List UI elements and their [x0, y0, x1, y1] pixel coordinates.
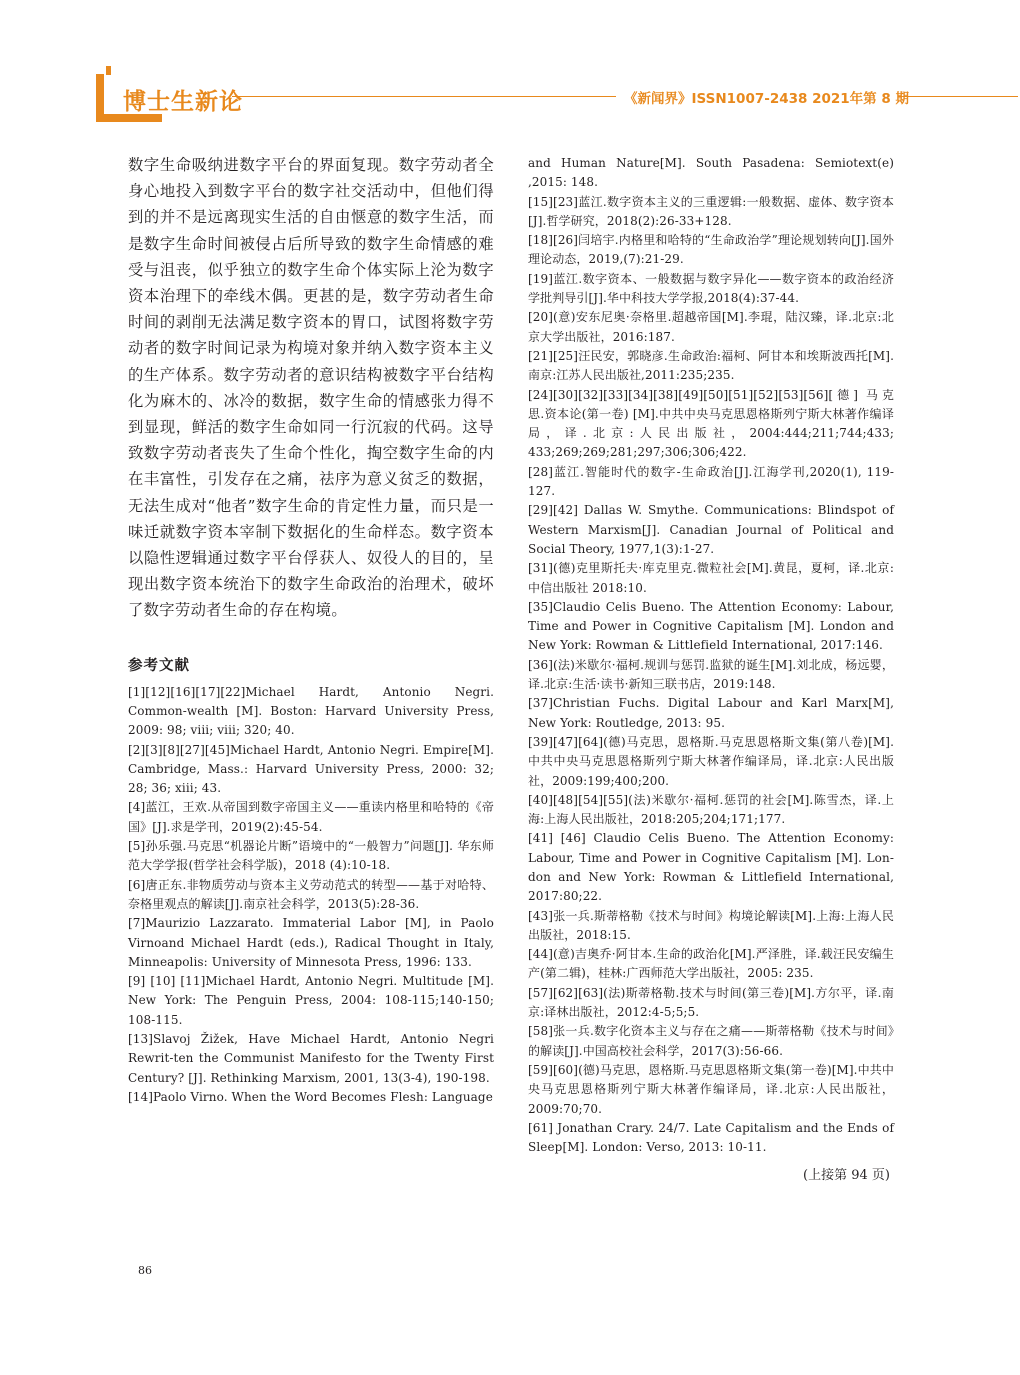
- reference-item: [18][26]闫培宇.内格里和哈特的“生命政治学”理论规划转向[J].国外理论动态，2019,(7):21-29.: [528, 233, 894, 267]
- reference-item: [21][25]汪民安，郭晓彦.生命政治:福柯、阿甘本和埃斯波西托[M].南京:江苏人民出版社,2011:235;235.: [528, 348, 894, 383]
- reference-item: [2][3][8][27][45]Michael Hardt, Antonio Negri. Empire[M]. Cambridge, Mass.: Harvard University Press, 2000: 32; 28; 36; xiii; 43.: [128, 742, 494, 796]
- reference-item: [15][23]蓝江.数字资本主义的三重逻辑:一般数据、虚体、数字资本[J].哲学研究，2018(2):26-33+128.: [528, 194, 894, 228]
- reference-item: [13]Slavoj Žižek, Have Michael Hardt, Antonio Negri Rewrit-ten the Communist Manifesto for the Twenty First Century? [J]. Rethinking Marxism, 2001, 13(3-4), 190-198.: [128, 1032, 494, 1085]
- reference-item: [57][62][63](法)斯蒂格勒.技术与时间(第三卷)[M].方尔平，译.南京:译林出版社，2012:4-5;5;5.: [528, 985, 894, 1020]
- references-list-right: [528, 154, 894, 1157]
- reference-item: [28]蓝江.智能时代的数字-生命政治[J].江海学刊,2020(1), 119-127.: [528, 464, 894, 499]
- reference-item: [43]张一兵.斯蒂格勒《技术与时间》构境论解读[M].上海:上海人民出版社，2018:15.: [528, 908, 894, 942]
- reference-item: [4]蓝江，王欢.从帝国到数字帝国主义——重读内格里和哈特的《帝国》[J].求是学刊，2019(2):45-54.: [128, 800, 494, 834]
- left-column: [128, 152, 494, 1107]
- references-list-left: [128, 683, 494, 1108]
- reference-item: [37]Christian Fuchs. Digital Labour and Karl Marx[M], New York: Routledge, 2013: 95.: [528, 696, 894, 730]
- reference-item: [35]Claudio Celis Bueno. The Attention Economy: Labour, Time and Power in Cognitive Capitalism [M]. London and New York: Rowman & Littlefield International, 2017:146.: [528, 599, 894, 653]
- continued-note: (上接第 94 页): [803, 1168, 890, 1184]
- reference-item: and Human Nature[M]. South Pasadena: Semiotext(e) ,2015: 148.: [528, 156, 894, 190]
- reference-item: [7]Maurizio Lazzarato. Immaterial Labor [M], in Paolo Virnoand Michael Hardt (eds.), Radical Thought in Italy, Minneapolis: University of Minnesota Press, 1996: 133.: [128, 916, 494, 969]
- right-column: [528, 154, 894, 1183]
- body-paragraph: 数字生命吸纳进数字平台的界面复现。数字劳动者全身心地投入到数字平台的数字社交活动中，但他们得到的并不是远离现实生活的自由惬意的数字生活，而是数字生命时间被侵占后所导致的数字生命情感的难受与沮丧，似乎独立的数字生命个体实际上沦为数字资本治理下的牵线木偶。更甚的是，数字劳动者生命时间的剥削无法满足数字资本的胃口，试图将数字劳动者的数字时间记录为构境对象并纳入数字资本主义的生产体系。数字劳动者的意识结构被数字平台结构化为麻木的、冰冷的数据，数字生命的情感张力得不到显现，鲜活的数字生命如同一行沉寂的代码。这导致数字劳动者丧失了生命个性化，掏空数字生命的内在丰富性，引发存在之痛，祛序为意义贫乏的数据，无法生成对“他者”数字生命的肯定性力量，而只是一味迁就数字资本宰制下数据化的生命样态。数字资本以隐性逻辑通过数字平台俘获人、奴役人的目的，呈现出数字资本统治下的数字生命政治的治理术，破坏了数字劳动者生命的存在构境。: [128, 156, 494, 620]
- reference-item: [58]张一兵.数字化资本主义与存在之痛——斯蒂格勒《技术与时间》的解读[J].中国高校社会科学，2017(3):56-66.: [528, 1024, 894, 1058]
- reference-item: [40][48][54][55](法)米歇尔·福柯.惩罚的社会[M].陈雪杰，译.上海:上海人民出版社，2018:205;204;171;177.: [528, 792, 894, 827]
- reference-item: [6]唐正东.非物质劳动与资本主义劳动范式的转型——基于对哈特、奈格里观点的解读[J].南京社会科学，2013(5):28-36.: [128, 877, 494, 911]
- reference-item: [44](意)吉奥乔·阿甘本.生命的政治化[M].严泽胜，译.载汪民安编生产(第二辑)，桂林:广西师范大学出版社，2005: 235.: [528, 947, 894, 981]
- reference-item: [36](法)米歇尔·福柯.规训与惩罚.监狱的诞生[M].刘北成，杨远婴，译.北京:生活·读书·新知三联书店，2019:148.: [528, 657, 894, 692]
- header-rule-left: [232, 96, 616, 97]
- journal-info: 《新闻界》ISSN1007-2438 2021年第 8 期: [624, 91, 909, 107]
- reference-item: [20](意)安东尼奥·奈格里.超越帝国[M].李琨，陆汉臻，译.北京:北京大学出版社，2016:187.: [528, 310, 894, 344]
- header-rule-right: [898, 96, 1018, 97]
- reference-item: [41] [46] Claudio Celis Bueno. The Attention Economy: Labour, Time and Power in Cognitive Capitalism [M]. Lon-don and New York: Rowman & Littlefield International, 2017:80;22.: [528, 831, 894, 904]
- reference-item: [29][42] Dallas W. Smythe. Communications: Blindspot of Western Marxism[J]. Canadian Journal of Political and Social Theory, 1977,1(3):1-27.: [528, 503, 894, 556]
- reference-item: [39][47][64](德)马克思，恩格斯.马克思恩格斯文集(第八卷)[M]. 中共中央马克思恩格斯列宁斯大林著作编译局，译.北京:人民出版社，2009:199;400;200.: [528, 734, 894, 788]
- reference-item: [24][30][32][33][34][38][49][50][51][52][53][56][德] 马克思.资本论(第一卷) [M].中共中央马克思恩格斯列宁斯大林著作编译局，译.北京:人民出版社，2004:444;211;744;433; 433;269;269;281;297;306;306;422.: [528, 387, 894, 460]
- reference-item: [31](德)克里斯托夫·库克里克.微粒社会[M].黄昆，夏柯，译.北京:中信出版社 2018:10.: [528, 561, 894, 595]
- reference-item: [59][60](德)马克思，恩格斯.马克思恩格斯文集(第一卷)[M].中共中央马克思恩格斯列宁斯大林著作编译局，译.北京:人民出版社，2009:70;70.: [528, 1062, 894, 1116]
- references-heading: 参考文献: [128, 657, 190, 674]
- reference-item: [61] Jonathan Crary. 24/7. Late Capitalism and the Ends of Sleep[M]. London: Verso, 2013: 10-11.: [528, 1120, 894, 1155]
- reference-item: [14]Paolo Virno. When the Word Becomes Flesh: Language: [128, 1089, 493, 1104]
- reference-item: [5]孙乐强.马克思“机器论片断”语境中的“一般智力”问题[J]. 华东师范大学学报(哲学社会科学版)，2018 (4):10-18.: [128, 839, 494, 873]
- section-name: 博士生新论: [123, 89, 243, 115]
- page-number: 86: [138, 1264, 152, 1277]
- reference-item: [9] [10] [11]Michael Hardt, Antonio Negri. Multitude [M]. New York: The Penguin Press, 2004: 108-115;140-150; 108-115.: [128, 974, 494, 1027]
- reference-item: [1][12][16][17][22]Michael Hardt, Antonio Negri. Common-wealth [M]. Boston: Harvard University Press, 2009: 98; viii; viii; 320; 40.: [128, 684, 494, 738]
- reference-item: [19]蓝江.数字资本、一般数据与数字异化——数字资本的政治经济学批判导引[J].华中科技大学学报,2018(4):37-44.: [528, 271, 894, 306]
